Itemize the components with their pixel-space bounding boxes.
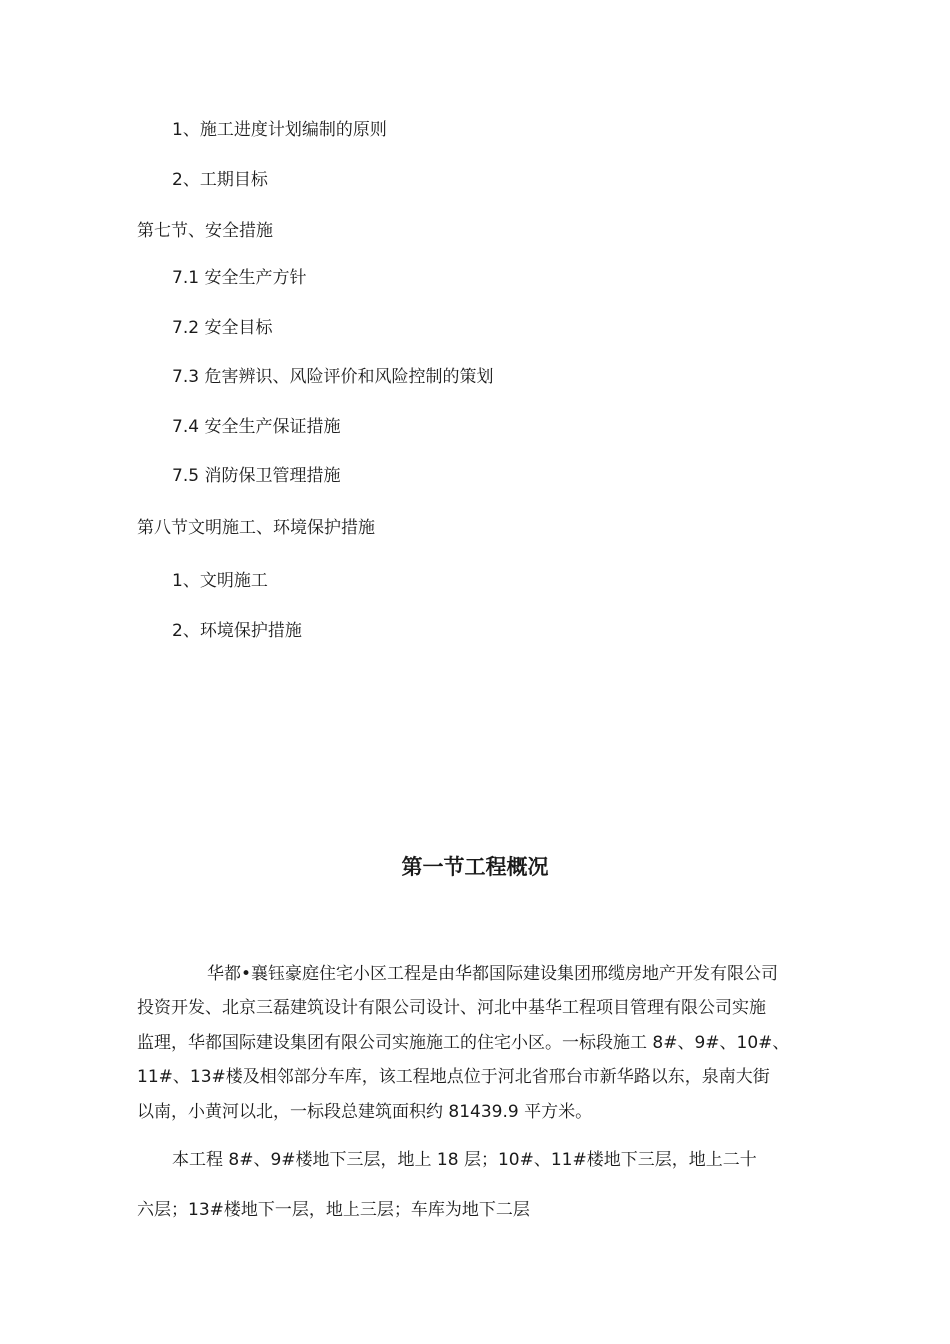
paragraph-line: 华都•襄钰豪庭住宅小区工程是由华都国际建设集团邢缆房地产开发有限公司 xyxy=(207,964,779,984)
section-title: 第一节工程概况 xyxy=(401,855,549,879)
paragraph-line: 11#、13#楼及相邻部分车库，该工程地点位于河北省邢台市新华路以东，泉南大街 xyxy=(137,1067,770,1087)
paragraph-line: 以南，小黄河以北，一标段总建筑面积约 81439.9 平方米。 xyxy=(137,1102,593,1122)
toc-item: 2、工期目标 xyxy=(172,170,268,190)
toc-item: 7.3 危害辨识、风险评价和风险控制的策划 xyxy=(172,367,494,387)
toc-section: 第七节、安全措施 xyxy=(137,221,273,241)
toc-item: 2、环境保护措施 xyxy=(172,621,302,641)
toc-item: 7.5 消防保卫管理措施 xyxy=(172,466,341,486)
paragraph-line: 本工程 8#、9#楼地下三层，地上 18 层；10#、11#楼地下三层，地上二十 xyxy=(172,1150,757,1170)
paragraph-line: 投资开发、北京三磊建筑设计有限公司设计、河北中基华工程项目管理有限公司实施 xyxy=(137,998,766,1018)
toc-item: 7.1 安全生产方针 xyxy=(172,268,307,288)
paragraph-line: 监理，华都国际建设集团有限公司实施施工的住宅小区。一标段施工 8#、9#、10#、 xyxy=(137,1033,790,1053)
toc-item: 1、文明施工 xyxy=(172,571,268,591)
toc-section: 第八节文明施工、环境保护措施 xyxy=(137,518,375,538)
toc-item: 7.2 安全目标 xyxy=(172,318,273,338)
toc-item: 7.4 安全生产保证措施 xyxy=(172,417,341,437)
paragraph-line: 六层；13#楼地下一层，地上三层；车库为地下二层 xyxy=(137,1200,530,1220)
toc-item: 1、施工进度计划编制的原则 xyxy=(172,120,387,140)
